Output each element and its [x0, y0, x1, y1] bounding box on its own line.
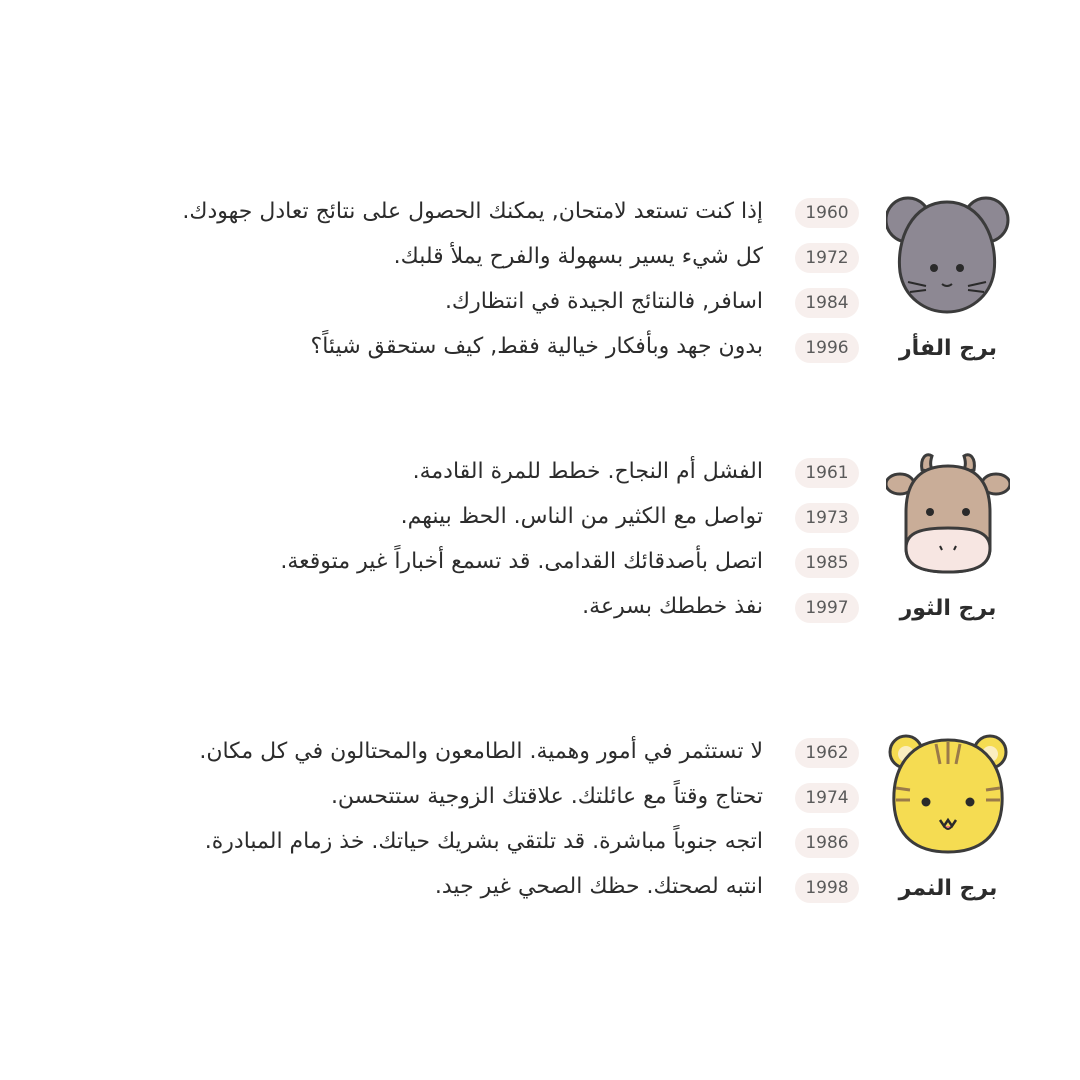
- year-badge: 1974: [795, 783, 859, 813]
- forecast-text: لا تستثمر في أمور وهمية. الطامعون والمحتالون في كل مكان.: [199, 739, 763, 764]
- forecast-text: بدون جهد وبأفكار خيالية فقط, كيف ستحقق شيئاً؟: [310, 334, 763, 359]
- sign-rat-header: [886, 188, 1010, 378]
- year-badge: 1997: [795, 593, 859, 623]
- list-item: [60, 863, 860, 908]
- forecast-text: الفشل أم النجاح. خطط للمرة القادمة.: [412, 459, 763, 484]
- entries-list: [60, 188, 860, 368]
- year-badge: 1998: [795, 873, 859, 903]
- year-badge: 1960: [795, 198, 859, 228]
- sign-name: برج النمر: [898, 876, 998, 901]
- ox-face-icon: [886, 448, 1010, 578]
- list-item: [60, 448, 860, 493]
- list-item: [60, 583, 860, 628]
- list-item: [60, 773, 860, 818]
- forecast-text: اسافر, فالنتائج الجيدة في انتظارك.: [444, 289, 763, 314]
- forecast-text: اتصل بأصدقائك القدامى. قد تسمع أخباراً غير متوقعة.: [280, 549, 763, 574]
- list-item: [60, 278, 860, 323]
- entries-list: [60, 728, 860, 908]
- forecast-text: تواصل مع الكثير من الناس. الحظ بينهم.: [400, 504, 763, 529]
- year-badge: 1984: [795, 288, 859, 318]
- sign-name: برج الثور: [899, 596, 997, 621]
- list-item: [60, 818, 860, 863]
- year-badge: 1962: [795, 738, 859, 768]
- sign-name: برج الفأر: [898, 336, 998, 361]
- year-badge: 1972: [795, 243, 859, 273]
- list-item: [60, 323, 860, 368]
- forecast-text: انتبه لصحتك. حظك الصحي غير جيد.: [434, 874, 763, 899]
- year-badge: 1996: [795, 333, 859, 363]
- forecast-text: نفذ خططك بسرعة.: [582, 594, 763, 619]
- year-badge: 1961: [795, 458, 859, 488]
- list-item: [60, 493, 860, 538]
- year-badge: 1985: [795, 548, 859, 578]
- year-badge: 1973: [795, 503, 859, 533]
- forecast-text: إذا كنت تستعد لامتحان, يمكنك الحصول على نتائج تعادل جهودك.: [182, 199, 763, 224]
- sign-ox-header: [886, 448, 1010, 638]
- sign-tiger-header: [886, 728, 1010, 918]
- entries-list: [60, 448, 860, 628]
- tiger-face-icon: [886, 728, 1010, 858]
- list-item: [60, 538, 860, 583]
- mouse-face-icon: [886, 188, 1010, 318]
- list-item: [60, 188, 860, 233]
- forecast-text: اتجه جنوباً مباشرة. قد تلتقي بشريك حياتك. خذ زمام المبادرة.: [204, 829, 763, 854]
- list-item: [60, 728, 860, 773]
- list-item: [60, 233, 860, 278]
- forecast-text: كل شيء يسير بسهولة والفرح يملأ قلبك.: [393, 244, 763, 269]
- year-badge: 1986: [795, 828, 859, 858]
- forecast-text: تحتاج وقتاً مع عائلتك. علاقتك الزوجية ستتحسن.: [330, 784, 763, 809]
